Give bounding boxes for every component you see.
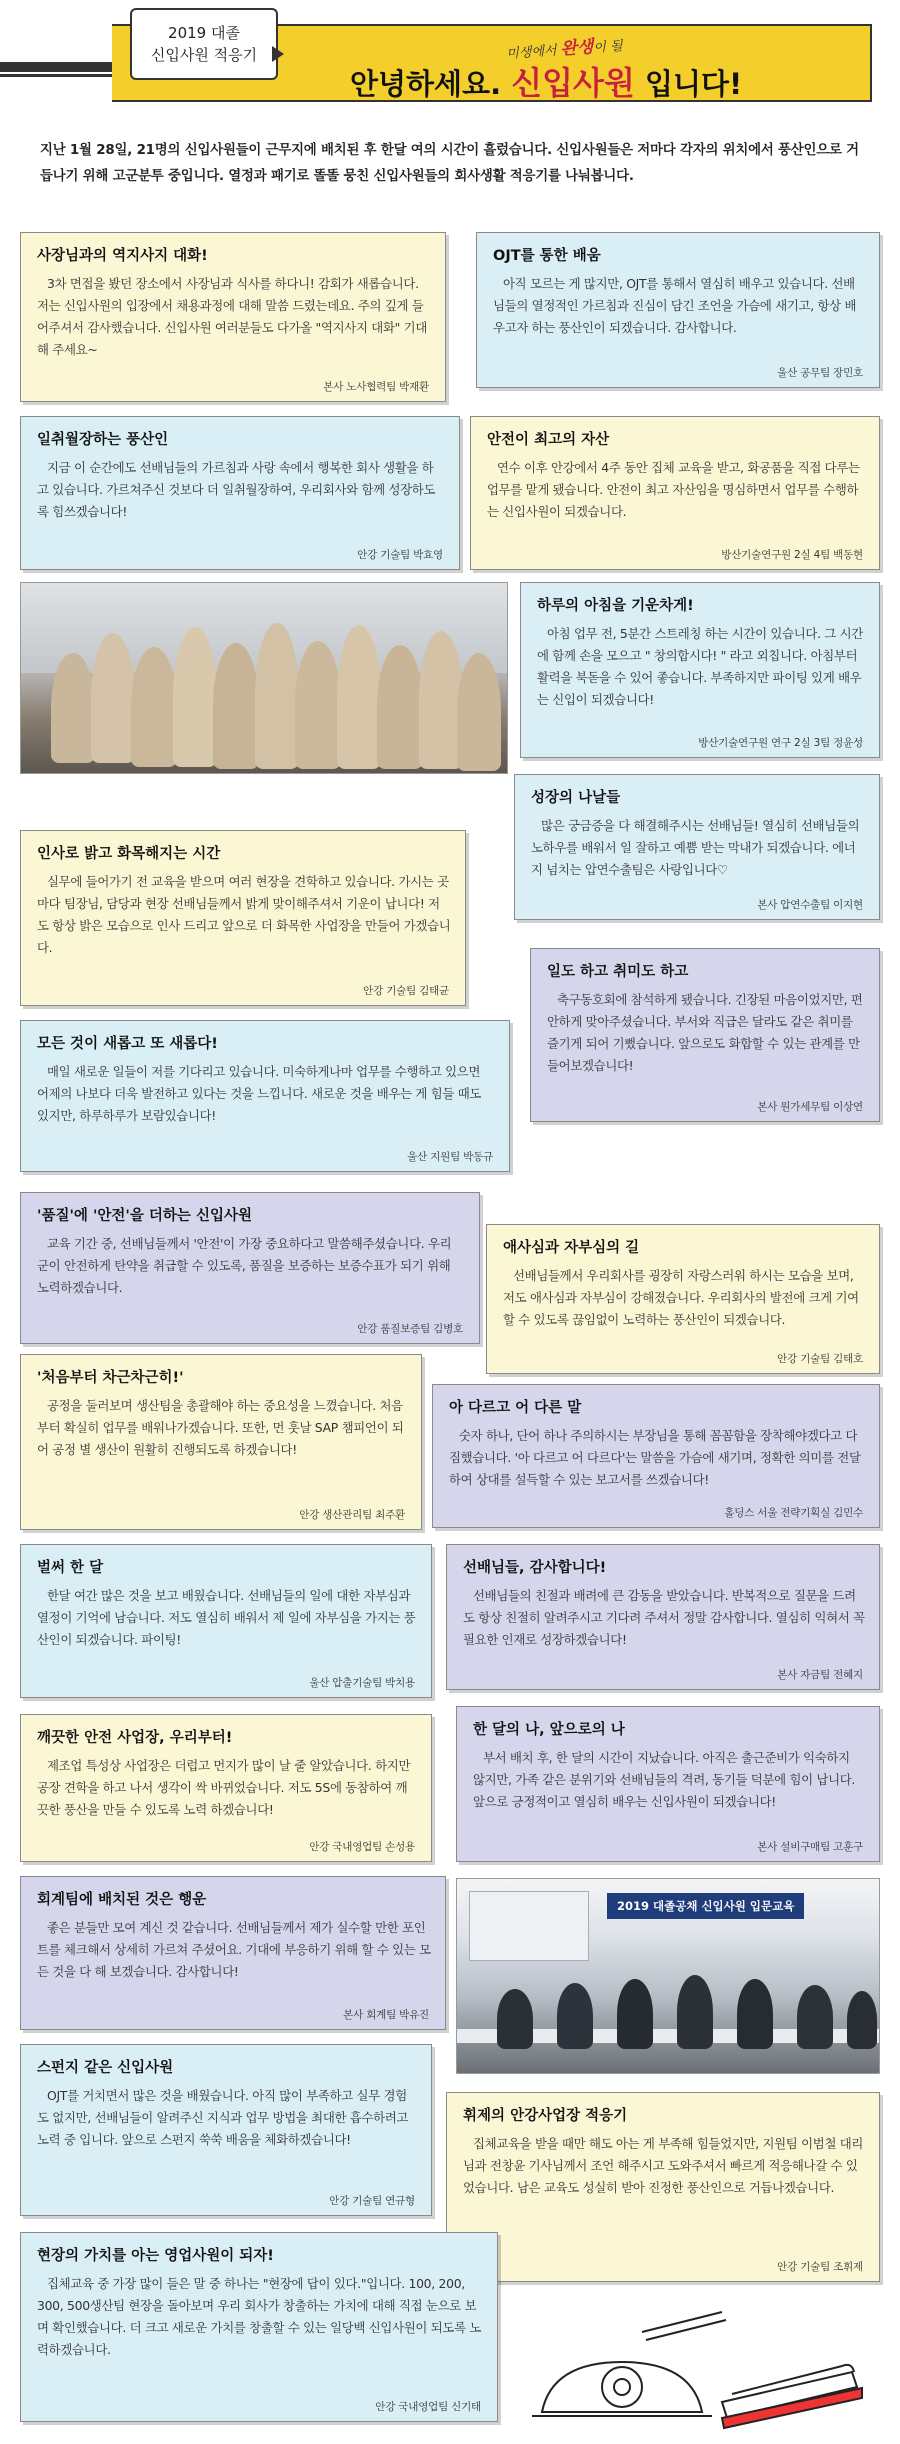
card-title: 성장의 나날들 [531, 790, 621, 806]
card-signature: 안강 품질보증팀 김병호 [357, 1323, 463, 1335]
header-stripe [0, 62, 130, 72]
card-ceo-dialogue [20, 232, 446, 402]
card-accounting [20, 1876, 446, 2030]
card-everything-new [20, 1020, 510, 1172]
group-photo [20, 582, 508, 774]
card-body: 실무에 들어가기 전 교육을 받으며 여러 현장을 견학하고 있습니다. 가시는 곳 마다 팀장님, 담당과 현장 선배님들께서 밝게 맞이해주셔서 기운이 납니다! 저도 항상 밝은 모습으로 인사 드리고 앞으로 더 화목한 사업장을 만들어 가겠습니다. [37, 874, 451, 955]
card-body: OJT를 거치면서 많은 것을 배웠습니다. 아직 많이 부족하고 실무 경험도 없지만, 선배님들이 알려주신 지식과 업무 방법을 최대한 흡수하려고 노력 중 입니다. 앞으로 스펀지 쑥쑥 배움을 체화하겠습니다! [37, 2088, 409, 2147]
page-title [350, 58, 742, 104]
card-title: 선배님들, 감사합니다! [463, 1560, 607, 1576]
card-morning [520, 582, 880, 758]
card-signature: 울산 압출기술팀 박치용 [309, 1677, 415, 1689]
card-title: 사장님과의 역지사지 대화! [37, 248, 208, 264]
card-signature: 안강 기술팀 박효영 [357, 549, 443, 561]
person [295, 641, 341, 769]
card-signature: 본사 회계팀 박유진 [343, 2009, 429, 2021]
card-ojt [476, 232, 880, 388]
card-title: 현장의 가치를 아는 영업사원이 되자! [37, 2248, 274, 2264]
person [847, 1991, 877, 2049]
card-step-by-step [20, 1354, 422, 1530]
card-title: 스펀지 같은 신입사원 [37, 2060, 174, 2076]
card-signature: 안강 기술팀 김태균 [363, 985, 449, 997]
card-signature: 안강 기술팀 연규형 [329, 2195, 415, 2207]
card-title: 깨끗한 안전 사업장, 우리부터! [37, 1730, 233, 1746]
person [557, 1983, 593, 2049]
card-sponge [20, 2044, 432, 2216]
card-signature: 본사 압연수출팀 이지현 [757, 899, 863, 911]
card-signature: 본사 노사협력팀 박재환 [323, 381, 429, 393]
person [497, 1989, 533, 2049]
card-pride [486, 1224, 880, 1374]
card-body: 집체교육 중 가장 많이 들은 말 중 하나는 "현장에 답이 있다."입니다. 100, 200, 300, 500생산팀 현장을 돌아보며 우리 회사가 창출하는 가치에 대해 직접 눈으로 보며 확인했습니다. 더 크고 새로운 가치를 창출할 수 있는 일당백 신입사원이 되도록 노력하겠습니다. [37, 2276, 482, 2357]
card-signature: 안강 기술팀 조휘제 [777, 2261, 863, 2273]
card-signature: 안강 국내영업팀 신기태 [375, 2401, 481, 2413]
card-title: 아 다르고 어 다른 말 [449, 1400, 582, 1416]
subtitle-highlight: 완생 [559, 36, 595, 60]
card-signature: 본사 자금팀 전혜지 [777, 1669, 863, 1681]
card-safety-asset [470, 416, 880, 570]
person [457, 653, 501, 771]
card-signature: 안강 국내영업팀 손성용 [309, 1841, 415, 1853]
title-prefix: 안녕하세요. [350, 67, 502, 101]
card-hwije [446, 2092, 880, 2282]
card-body: 매일 새로운 일들이 저를 기다리고 있습니다. 미숙하게나마 업무를 수행하고 있으면 어제의 나보다 더욱 발전하고 있다는 것을 느낍니다. 새로운 것을 배우는 게 힘들 때도 있지만, 하루하루가 보람있습니다! [37, 1064, 482, 1123]
tape-dispenser-icon [532, 2362, 712, 2416]
subtitle-prefix: 미생에서 [505, 43, 558, 63]
training-banner: 2019 대졸공채 신입사원 입문교육 [607, 1893, 804, 1919]
card-title: '품질'에 '안전'을 더하는 신입사원 [37, 1208, 252, 1224]
training-photo [456, 1878, 880, 2074]
person [737, 1979, 773, 2049]
stationery-illustration [522, 2302, 872, 2432]
person [677, 1975, 713, 2049]
card-body: 연수 이후 안강에서 4주 동안 집체 교육을 받고, 화공품을 직접 다루는 업무를 맡게 됐습니다. 안전이 최고 자산임을 명심하면서 업무를 수행하는 신입사원이 되겠습니다. [487, 460, 860, 519]
card-title: 회계팀에 배치된 것은 행운 [37, 1892, 207, 1908]
card-body: 지금 이 순간에도 선배님들의 가르침과 사랑 속에서 행복한 회사 생활을 하고 있습니다. 가르쳐주신 것보다 더 일취월장하여, 우리회사와 함께 성장하도록 힘쓰겠습니다! [37, 460, 436, 519]
card-signature: 안강 생산관리팀 최주환 [299, 1509, 405, 1521]
title-highlight: 신입사원 [511, 64, 635, 102]
card-title: OJT를 통한 배움 [493, 248, 601, 264]
card-title: 휘제의 안강사업장 적응기 [463, 2108, 628, 2124]
intro-paragraph: 지난 1월 28일, 21명의 신입사원들이 근무지에 배치된 후 한달 여의 시간이 흘렀습니다. 신입사원들은 저마다 각자의 위치에서 풍산인으로 거듭나기 위해 고군분투 중입니다. 열정과 패기로 똘똘 뭉친 신입사원들의 회사생활 적응기를 나눠봅니다. [40, 143, 859, 184]
card-body: 3차 면접을 봤던 장소에서 사장님과 식사를 하다니! 감회가 새롭습니다. 저는 신입사원의 입장에서 채용과정에 대해 말씀 드렸는데요. 주의 깊게 들어주셔서 감사했습니다. 신입사원 여러분들도 다가올 "역지사지 대화" 기대해 주세요~ [37, 276, 427, 357]
card-greeting [20, 830, 466, 1006]
card-body: 교육 기간 중, 선배님들께서 '안전'이 가장 중요하다고 말씀해주셨습니다. 우리 군이 안전하게 탄약을 취급할 수 있도록, 품질을 보증하는 보증수표가 되기 위해 노력하겠습니다. [37, 1236, 452, 1295]
person [797, 1985, 833, 2049]
person [337, 625, 381, 769]
card-thanks [446, 1544, 880, 1690]
card-me-now-future [456, 1706, 880, 1862]
card-title: '처음부터 차근차근히!' [37, 1370, 184, 1386]
person [173, 627, 217, 767]
card-body: 아직 모르는 게 많지만, OJT를 통해서 열심히 배우고 있습니다. 선배님들의 열정적인 가르침과 진심이 담긴 조언을 가슴에 새기고, 항상 배우고자 하는 풍산인이 되겠습니다. 감사합니다. [493, 276, 857, 335]
card-body: 숫자 하나, 단어 하나 주의하시는 부장님을 통해 꼼꼼함을 장착해야겠다고 다짐했습니다. '아 다르고 어 다르다'는 말씀을 가슴에 새기며, 정확한 의미를 전달하여 상대를 설득할 수 있는 보고서를 쓰겠습니다! [449, 1428, 861, 1487]
card-hobby [530, 948, 880, 1122]
card-title: 일도 하고 취미도 하고 [547, 964, 689, 980]
card-body: 공정을 둘러보며 생산팀을 총괄해야 하는 중요성을 느꼈습니다. 처음부터 확실히 업무를 배워나가겠습니다. 또한, 먼 훗날 SAP 챔피언이 되어 공정 별 생산이 원활히 진행되도록 하겠습니다! [37, 1398, 404, 1457]
card-sales-value [20, 2232, 498, 2422]
person [617, 1979, 653, 2049]
tag-line-1: 2019 대졸 [168, 24, 240, 42]
card-body: 부서 배치 후, 한 달의 시간이 지났습니다. 아직은 출근준비가 익숙하지 않지만, 가족 같은 분위기와 선배님들의 격려, 동기들 덕분에 힘이 납니다. 앞으로 긍정적이고 열심히 배우는 신입사원이 되겠습니다! [473, 1750, 856, 1809]
card-signature: 울산 지원팀 박동규 [407, 1151, 493, 1163]
card-title: 안전이 최고의 자산 [487, 432, 610, 448]
title-suffix: 입니다! [644, 67, 743, 101]
card-signature: 본사 원가세무팀 이상연 [757, 1101, 863, 1113]
card-title: 모든 것이 새롭고 또 새롭다! [37, 1036, 218, 1052]
card-title: 인사로 밝고 화목해지는 시간 [37, 846, 221, 862]
stapler-icon [722, 2365, 862, 2428]
card-body: 집체교육을 받을 때만 해도 아는 게 부족해 힘들었지만, 지원팀 이범철 대리님과 전창윤 기사님께서 조언 해주시고 도와주셔서 빠르게 적응해나갈 수 있었습니다. 남은 교육도 성실히 받아 진정한 풍산인으로 거듭나겠습니다. [463, 2136, 864, 2195]
subtitle-suffix: 이 될 [592, 38, 624, 56]
card-title: 한 달의 나, 앞으로의 나 [473, 1722, 625, 1738]
card-one-month [20, 1544, 432, 1698]
card-words [432, 1384, 880, 1528]
card-body: 선배님들의 친절과 배려에 큰 감동을 받았습니다. 반복적으로 질문을 드려도 항상 친절히 알려주시고 기다려 주셔서 정말 감사합니다. 열심히 익혀서 꼭 필요한 인재로 성장하겠습니다! [463, 1588, 865, 1647]
page-header [0, 0, 900, 118]
card-signature: 방산기술연구원 2실 4팀 백동현 [721, 549, 863, 561]
person [131, 647, 177, 767]
card-signature: 방산기술연구원 연구 2실 3팀 정윤성 [698, 737, 863, 749]
card-signature: 본사 설비구매팀 고훈구 [757, 1841, 863, 1853]
person [255, 623, 299, 769]
card-body: 선배님들께서 우리회사를 굉장히 자랑스러워 하시는 모습을 보며, 저도 애사심과 자부심이 강해졌습니다. 우리회사의 발전에 크게 기여할 수 있도록 끊임없이 노력하는 풍산인이 되겠습니다. [503, 1268, 859, 1327]
header-tag [130, 8, 278, 80]
tag-arrow-icon [272, 46, 284, 62]
card-signature: 울산 공무팀 장민호 [777, 367, 863, 379]
tag-line-2: 신입사원 적응기 [150, 46, 258, 64]
card-body: 좋은 분들만 모여 계신 것 같습니다. 선배님들께서 제가 실수할 만한 포인트를 체크해서 상세히 가르쳐 주셨어요. 기대에 부응하기 위해 할 수 있는 모든 것을 다 해 보겠습니다. 감사합니다! [37, 1920, 431, 1979]
card-body: 축구동호회에 참석하게 됐습니다. 긴장된 마음이었지만, 편안하게 맞아주셨습니다. 부서와 직급은 달라도 같은 취미를 즐기게 되어 기뻤습니다. 앞으로도 화합할 수 있는 관계를 만들어보겠습니다! [547, 992, 863, 1073]
header-stripe-thin [0, 74, 130, 77]
screen [469, 1891, 589, 1961]
pen-icon [642, 2312, 726, 2340]
card-title: 일취월장하는 풍산인 [37, 432, 169, 448]
card-signature: 홀딩스 서울 전략기획실 김민수 [724, 1507, 863, 1519]
card-quality-safety [20, 1192, 480, 1344]
card-body: 한달 여간 많은 것을 보고 배웠습니다. 선배님들의 일에 대한 자부심과 열정이 기억에 남습니다. 저도 열심히 배워서 제 일에 자부심을 가지는 풍산인이 되겠습니다. 파이팅! [37, 1588, 416, 1647]
card-signature: 안강 기술팀 김태호 [777, 1353, 863, 1365]
card-title: 벌써 한 달 [37, 1560, 104, 1576]
person [213, 643, 259, 769]
card-growth [20, 416, 460, 570]
card-title: 애사심과 자부심의 길 [503, 1240, 640, 1256]
person [51, 653, 95, 763]
person [91, 633, 135, 763]
card-title: 하루의 아침을 기운차게! [537, 598, 694, 614]
person [377, 645, 423, 769]
card-clean-safety [20, 1714, 432, 1862]
card-growth-days [514, 774, 880, 920]
card-body: 제조업 특성상 사업장은 더럽고 먼지가 많이 날 줄 알았습니다. 하지만 공장 견학을 하고 나서 생각이 싹 바뀌었습니다. 저도 5S에 동참하여 깨끗한 풍산을 만들 수 있도록 노력 하겠습니다! [37, 1758, 411, 1817]
card-body: 많은 궁금증을 다 해결해주시는 선배님들! 열심히 선배님들의 노하우를 배워서 일 잘하고 예쁨 받는 막내가 되겠습니다. 에너지 넘치는 압연수출팀은 사랑입니다♡ [531, 818, 860, 877]
card-body: 아침 업무 전, 5분간 스트레칭 하는 시간이 있습니다. 그 시간에 함께 손을 모으고 " 창의합시다! " 라고 외칩니다. 아침부터 활력을 북돋을 수 있어 좋습니다. 부족하지만 파이팅 있게 배우는 신입이 되겠습니다! [537, 626, 864, 707]
